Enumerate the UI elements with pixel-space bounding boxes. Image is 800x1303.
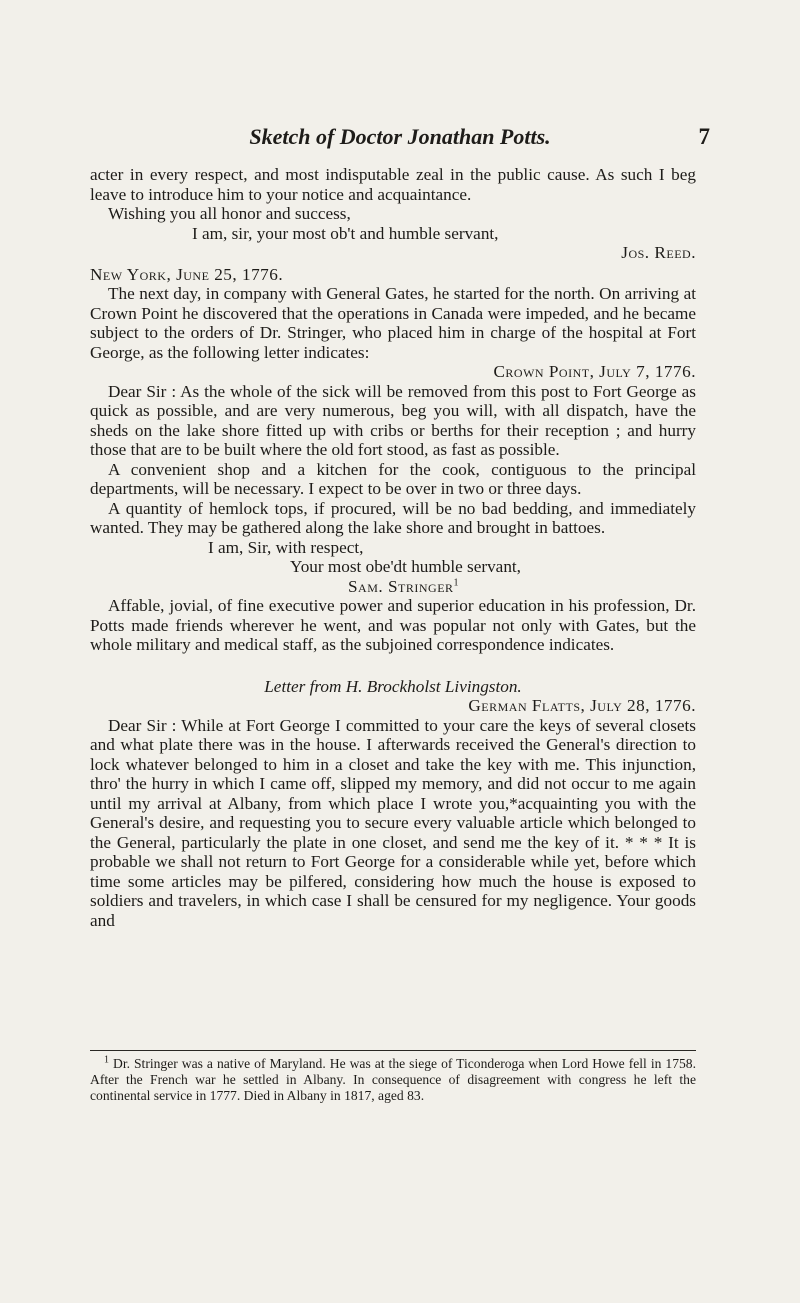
footnote-rule xyxy=(90,1050,696,1051)
letter-closing: I am, Sir, with respect, xyxy=(208,537,364,557)
letter-paragraph: A convenient shop and a kitchen for the cook, contiguous to the principal departments, will be necessary. I expect to be over in two or three days. xyxy=(90,459,696,498)
running-head: Sketch of Doctor Jonathan Potts. xyxy=(249,124,551,149)
dateline-new-york: New York, June 25, 1776. xyxy=(90,264,284,284)
signature-stringer xyxy=(90,577,696,597)
letter-closing: I am, sir, your most ob't and humble servant, xyxy=(192,223,499,243)
footnote-text: Dr. Stringer was a native of Maryland. He was at the siege of Ticonderoga when Lord Howe fell in 1758. After the French war he settled in Albany. In consequence of disagreement with congress he left the continental service in 1777. Died in Albany in 1817, aged 83. xyxy=(90,1056,696,1103)
paragraph-narrative: Affable, jovial, of fine executive power and superior education in his profession, Dr. Potts made friends wherever he went, and was popular not only with Gates, but the whole military and medical staff, as the subjoined correspondence indicates. xyxy=(90,596,696,654)
dateline-crown-point: Crown Point, July 7, 1776. xyxy=(493,362,696,381)
footnote xyxy=(90,1056,696,1104)
signature-stringer-name: Sam. Stringer xyxy=(348,576,454,596)
letter-paragraph: Dear Sir : While at Fort George I committed to your care the keys of several closets and what plate there was in the house. I afterwards received the General's direction to lock whatever belonged to him in a closet and take the key with me. This injunction, thro' the hurry in which I came off, slipped my memory, and did not occur to me again until my arrival at Albany, from which place I wrote you,*acquainting you with the General's desire, and requesting you to secure every valuable article which belonged to the General, particularly the plate in one closet, and send me the key of it. * * * It is probable we shall not return to Fort George for a considerable while yet, before which time some articles may be pilfered, considering how much the house is exposed to soldiers and travelers, in which case I shall be censured for my negligence. Your goods and xyxy=(90,715,696,930)
letter-closing: Your most obe'dt humble servant, xyxy=(290,557,521,576)
footnote-marker: 1 xyxy=(104,1054,109,1066)
signature-reed: Jos. Reed. xyxy=(621,243,696,262)
letter-paragraph: A quantity of hemlock tops, if procured, will be no bad bedding, and immediately wanted. They may be gathered along the lake shore and brought in battoes. xyxy=(90,498,696,537)
paragraph-narrative: The next day, in company with General Gates, he started for the north. On arriving at Crown Point he discovered that the operations in Canada were impeded, and he became subject to the orders of Dr. Stringer, who placed him in charge of the hospital at Fort George, as the following letter indicates: xyxy=(90,284,696,362)
section-heading: Letter from H. Brockholst Livingston. xyxy=(264,676,522,696)
body-text xyxy=(90,165,696,930)
paragraph-continuation: acter in every respect, and most indisputable zeal in the public cause. As such I beg leave to introduce him to your notice and acquaintance. xyxy=(90,165,696,204)
page-number: 7 xyxy=(698,124,710,149)
footnote-ref: 1 xyxy=(453,576,460,588)
dateline-german-flatts: German Flatts, July 28, 1776. xyxy=(468,696,696,715)
letter-closing-wish: Wishing you all honor and success, xyxy=(108,204,351,223)
letter-paragraph: Dear Sir : As the whole of the sick will be removed from this post to Fort George as quick as possible, and are very numerous, beg you will, with all dispatch, have the sheds on the lake shore fitted up with cribs or berths for their reception ; and hurry those that are to be built where the old fort stood, as fast as possible. xyxy=(90,381,696,459)
page-header xyxy=(0,124,800,154)
